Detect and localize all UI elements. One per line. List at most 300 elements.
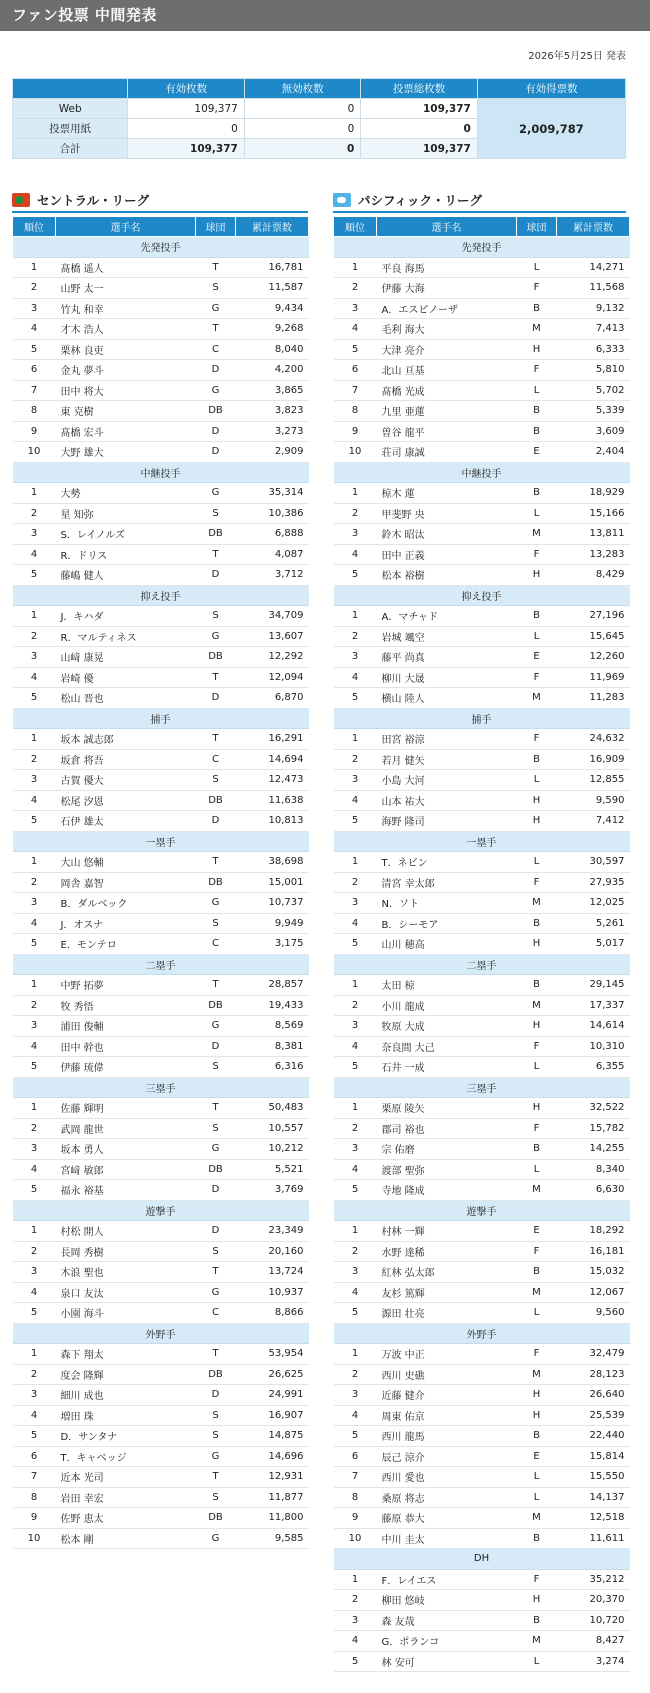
table-row: [334, 339, 630, 360]
player-votes: 10,386: [236, 503, 309, 524]
player-rank: 2: [334, 278, 377, 299]
player-name: 星 知弥: [56, 503, 196, 524]
table-row: [334, 1159, 630, 1180]
table-row: [334, 1426, 630, 1447]
table-row: [13, 749, 309, 770]
player-rank: 3: [334, 770, 377, 791]
player-votes: 9,949: [236, 913, 309, 934]
player-team: DB: [196, 647, 236, 668]
pacific-league-table: [333, 216, 630, 1672]
player-name: J．オスナ: [56, 913, 196, 934]
col-header-player: 選手名: [377, 217, 517, 237]
player-team: F: [517, 544, 557, 565]
player-name: 坂倉 将吾: [56, 749, 196, 770]
table-row: [13, 442, 309, 463]
player-name: 柳田 悠岐: [377, 1590, 517, 1611]
player-votes: 13,607: [236, 626, 309, 647]
player-team: D: [196, 1180, 236, 1201]
player-votes: 14,137: [557, 1487, 630, 1508]
player-name: 林 安可: [377, 1651, 517, 1672]
player-votes: 9,560: [557, 1303, 630, 1324]
table-row: [334, 1446, 630, 1467]
player-name: 山本 祐大: [377, 790, 517, 811]
player-votes: 14,694: [236, 749, 309, 770]
player-rank: 2: [13, 872, 56, 893]
position-label: 一塁手: [334, 831, 630, 852]
table-row: [13, 544, 309, 565]
player-name: 石井 一成: [377, 1057, 517, 1078]
player-team: S: [196, 1241, 236, 1262]
player-rank: 1: [334, 257, 377, 278]
player-votes: 8,429: [557, 565, 630, 586]
player-votes: 20,160: [236, 1241, 309, 1262]
player-name: 岩田 幸宏: [56, 1487, 196, 1508]
position-header-row: [13, 1200, 309, 1221]
player-team: S: [196, 1118, 236, 1139]
player-team: T: [196, 1098, 236, 1119]
table-row: [334, 1139, 630, 1160]
player-team: L: [517, 380, 557, 401]
player-votes: 11,611: [557, 1528, 630, 1549]
player-rank: 3: [13, 1139, 56, 1160]
player-rank: 3: [13, 1262, 56, 1283]
player-name: 小島 大河: [377, 770, 517, 791]
position-header-row: [334, 1549, 630, 1570]
player-rank: 1: [13, 852, 56, 873]
player-rank: 7: [334, 380, 377, 401]
player-rank: 5: [13, 565, 56, 586]
player-team: M: [517, 893, 557, 914]
player-votes: 2,404: [557, 442, 630, 463]
table-row: [13, 1241, 309, 1262]
table-row: [13, 934, 309, 955]
player-name: 西川 龍馬: [377, 1426, 517, 1447]
player-name: 平良 海馬: [377, 257, 517, 278]
player-votes: 12,931: [236, 1467, 309, 1488]
player-team: T: [196, 1344, 236, 1365]
summary-invalid: 0: [244, 139, 360, 159]
player-team: M: [517, 995, 557, 1016]
table-row: [334, 1180, 630, 1201]
table-row: [13, 1508, 309, 1529]
player-rank: 2: [334, 1364, 377, 1385]
table-row: [13, 995, 309, 1016]
player-name: 坂本 勇人: [56, 1139, 196, 1160]
table-row: [334, 503, 630, 524]
table-row: [334, 1610, 630, 1631]
table-row: [334, 1569, 630, 1590]
table-row: [13, 729, 309, 750]
table-row: [13, 626, 309, 647]
pacific-league-divider: [333, 211, 626, 213]
player-name: 近本 光司: [56, 1467, 196, 1488]
player-team: F: [517, 1036, 557, 1057]
player-votes: 38,698: [236, 852, 309, 873]
position-label: 外野手: [13, 1323, 309, 1344]
table-row: [334, 1528, 630, 1549]
central-league-table: [12, 216, 309, 1549]
player-votes: 27,196: [557, 606, 630, 627]
vote-summary-table: [12, 78, 626, 159]
player-votes: 15,001: [236, 872, 309, 893]
table-row: [334, 401, 630, 422]
table-row: [334, 1098, 630, 1119]
player-name: 田中 幹也: [56, 1036, 196, 1057]
player-team: H: [517, 1405, 557, 1426]
player-rank: 5: [13, 811, 56, 832]
player-rank: 5: [13, 934, 56, 955]
player-rank: 1: [13, 975, 56, 996]
player-name: 森 友哉: [377, 1610, 517, 1631]
player-rank: 4: [334, 1631, 377, 1652]
player-name: D．サンタナ: [56, 1426, 196, 1447]
player-name: 度会 隆輝: [56, 1364, 196, 1385]
player-team: F: [517, 729, 557, 750]
summary-invalid: 0: [244, 99, 360, 119]
player-rank: 3: [13, 893, 56, 914]
player-name: 周東 佑京: [377, 1405, 517, 1426]
player-votes: 6,888: [236, 524, 309, 545]
player-team: D: [196, 1036, 236, 1057]
table-row: [334, 811, 630, 832]
player-team: S: [196, 1426, 236, 1447]
player-team: S: [196, 278, 236, 299]
player-team: T: [196, 975, 236, 996]
player-name: 松尾 汐恩: [56, 790, 196, 811]
player-votes: 28,857: [236, 975, 309, 996]
table-row: [334, 1631, 630, 1652]
player-rank: 1: [334, 1098, 377, 1119]
table-row: [334, 1118, 630, 1139]
table-row: [13, 524, 309, 545]
player-votes: 18,292: [557, 1221, 630, 1242]
player-rank: 5: [334, 339, 377, 360]
table-row: [334, 852, 630, 873]
player-team: DB: [196, 401, 236, 422]
player-rank: 9: [334, 421, 377, 442]
position-header-row: [334, 708, 630, 729]
player-team: T: [196, 544, 236, 565]
player-rank: 4: [334, 667, 377, 688]
player-team: F: [517, 1241, 557, 1262]
player-rank: 8: [13, 401, 56, 422]
player-rank: 4: [13, 319, 56, 340]
player-votes: 14,875: [236, 1426, 309, 1447]
player-team: S: [196, 1405, 236, 1426]
player-votes: 3,609: [557, 421, 630, 442]
player-name: 宮﨑 敏郎: [56, 1159, 196, 1180]
player-team: DB: [196, 872, 236, 893]
player-votes: 26,640: [557, 1385, 630, 1406]
player-team: D: [196, 1221, 236, 1242]
table-row: [334, 1303, 630, 1324]
player-name: 栗林 良吏: [56, 339, 196, 360]
player-name: 友杉 篤輝: [377, 1282, 517, 1303]
col-header-votes: 累計票数: [557, 217, 630, 237]
player-name: 海野 隆司: [377, 811, 517, 832]
player-votes: 28,123: [557, 1364, 630, 1385]
col-header-rank: 順位: [13, 217, 56, 237]
table-row: [13, 975, 309, 996]
player-votes: 35,212: [557, 1569, 630, 1590]
player-name: 渡部 聖弥: [377, 1159, 517, 1180]
player-rank: 1: [334, 1344, 377, 1365]
table-row: [334, 770, 630, 791]
col-header-team: 球団: [196, 217, 236, 237]
player-team: H: [517, 790, 557, 811]
col-header-votes: 累計票数: [236, 217, 309, 237]
table-row: [13, 1118, 309, 1139]
table-row: [334, 1221, 630, 1242]
player-name: 福永 裕基: [56, 1180, 196, 1201]
player-name: 大野 雄大: [56, 442, 196, 463]
player-rank: 3: [334, 1016, 377, 1037]
player-votes: 15,550: [557, 1467, 630, 1488]
player-rank: 4: [13, 1405, 56, 1426]
player-votes: 6,316: [236, 1057, 309, 1078]
player-rank: 4: [334, 1159, 377, 1180]
summary-header-effective: 有効得票数: [477, 79, 625, 99]
player-votes: 34,709: [236, 606, 309, 627]
player-team: H: [517, 1016, 557, 1037]
player-team: M: [517, 1631, 557, 1652]
player-name: 牧 秀悟: [56, 995, 196, 1016]
player-team: L: [517, 1159, 557, 1180]
table-row: [13, 421, 309, 442]
summary-valid: 0: [128, 119, 244, 139]
pacific-league-heading: [333, 192, 626, 208]
player-team: F: [517, 872, 557, 893]
position-header-row: [334, 1077, 630, 1098]
player-rank: 7: [13, 1467, 56, 1488]
table-row: [334, 1405, 630, 1426]
player-team: B: [517, 749, 557, 770]
player-votes: 11,877: [236, 1487, 309, 1508]
player-name: 大勢: [56, 483, 196, 504]
table-row: [13, 667, 309, 688]
player-rank: 4: [13, 544, 56, 565]
player-team: S: [196, 606, 236, 627]
table-row: [13, 278, 309, 299]
player-votes: 10,212: [236, 1139, 309, 1160]
player-rank: 2: [334, 503, 377, 524]
player-votes: 16,291: [236, 729, 309, 750]
player-team: G: [196, 1139, 236, 1160]
player-votes: 8,569: [236, 1016, 309, 1037]
player-rank: 5: [13, 339, 56, 360]
player-votes: 12,518: [557, 1508, 630, 1529]
player-team: D: [196, 421, 236, 442]
player-rank: 1: [334, 1569, 377, 1590]
player-rank: 2: [334, 626, 377, 647]
player-team: D: [196, 811, 236, 832]
player-name: N．ソト: [377, 893, 517, 914]
player-rank: 5: [334, 1303, 377, 1324]
player-rank: 3: [13, 1016, 56, 1037]
position-header-row: [334, 831, 630, 852]
player-team: F: [517, 1118, 557, 1139]
summary-row-label: Web: [13, 99, 128, 119]
table-row: [334, 421, 630, 442]
table-row: [334, 1282, 630, 1303]
table-row: [13, 852, 309, 873]
central-league-divider: [12, 211, 308, 213]
player-team: M: [517, 1282, 557, 1303]
player-votes: 8,340: [557, 1159, 630, 1180]
player-rank: 3: [334, 647, 377, 668]
player-votes: 10,737: [236, 893, 309, 914]
table-row: [13, 319, 309, 340]
player-team: L: [517, 770, 557, 791]
player-rank: 8: [334, 1487, 377, 1508]
player-name: 佐藤 輝明: [56, 1098, 196, 1119]
player-name: 九里 亜蓮: [377, 401, 517, 422]
player-team: C: [196, 934, 236, 955]
player-votes: 14,696: [236, 1446, 309, 1467]
table-row: [334, 1651, 630, 1672]
table-row: [13, 360, 309, 381]
player-team: M: [517, 1180, 557, 1201]
player-rank: 6: [334, 360, 377, 381]
player-votes: 15,782: [557, 1118, 630, 1139]
player-name: 岩崎 優: [56, 667, 196, 688]
player-votes: 4,087: [236, 544, 309, 565]
summary-row-label: 合計: [13, 139, 128, 159]
table-row: [334, 729, 630, 750]
player-name: 小園 海斗: [56, 1303, 196, 1324]
player-name: 水野 達稀: [377, 1241, 517, 1262]
player-votes: 5,521: [236, 1159, 309, 1180]
player-votes: 9,132: [557, 298, 630, 319]
player-team: S: [196, 1487, 236, 1508]
player-team: G: [196, 1528, 236, 1549]
table-row: [13, 1303, 309, 1324]
player-team: G: [196, 1016, 236, 1037]
table-row: [334, 1057, 630, 1078]
player-rank: 3: [334, 893, 377, 914]
player-votes: 3,273: [236, 421, 309, 442]
player-votes: 16,907: [236, 1405, 309, 1426]
player-votes: 11,638: [236, 790, 309, 811]
player-votes: 7,412: [557, 811, 630, 832]
player-votes: 10,557: [236, 1118, 309, 1139]
table-row: [13, 1282, 309, 1303]
player-rank: 7: [13, 380, 56, 401]
player-name: 万波 中正: [377, 1344, 517, 1365]
summary-valid: 109,377: [128, 139, 244, 159]
pacific-league-section: [333, 192, 626, 1672]
player-rank: 5: [334, 811, 377, 832]
player-team: L: [517, 1467, 557, 1488]
player-team: D: [196, 565, 236, 586]
player-votes: 29,145: [557, 975, 630, 996]
table-row: [13, 565, 309, 586]
player-team: B: [517, 401, 557, 422]
table-row: [13, 1426, 309, 1447]
player-rank: 2: [13, 626, 56, 647]
player-name: 藤嶋 健人: [56, 565, 196, 586]
table-row: [334, 524, 630, 545]
player-rank: 4: [13, 667, 56, 688]
player-rank: 2: [334, 1241, 377, 1262]
player-votes: 3,175: [236, 934, 309, 955]
player-team: T: [196, 257, 236, 278]
player-votes: 6,355: [557, 1057, 630, 1078]
player-rank: 4: [13, 1282, 56, 1303]
player-team: G: [196, 298, 236, 319]
player-name: 鈴木 昭汰: [377, 524, 517, 545]
player-team: T: [196, 1262, 236, 1283]
player-name: 紅林 弘太郎: [377, 1262, 517, 1283]
player-name: J．キハダ: [56, 606, 196, 627]
player-name: 寺地 隆成: [377, 1180, 517, 1201]
table-row: [334, 913, 630, 934]
player-rank: 2: [334, 995, 377, 1016]
player-rank: 2: [334, 1590, 377, 1611]
player-rank: 1: [334, 729, 377, 750]
player-name: 竹丸 和幸: [56, 298, 196, 319]
player-name: 曽谷 龍平: [377, 421, 517, 442]
player-name: 細川 成也: [56, 1385, 196, 1406]
player-votes: 7,413: [557, 319, 630, 340]
effective-votes: 2,009,787: [477, 99, 625, 159]
table-row: [13, 1180, 309, 1201]
player-rank: 1: [13, 729, 56, 750]
player-team: D: [196, 1385, 236, 1406]
central-league-title: セントラル・リーグ: [37, 193, 150, 208]
player-team: L: [517, 1057, 557, 1078]
player-name: 辰己 涼介: [377, 1446, 517, 1467]
position-label: 一塁手: [13, 831, 309, 852]
position-header-row: [13, 1323, 309, 1344]
player-name: 柳川 大晟: [377, 667, 517, 688]
player-name: 伊藤 琉偉: [56, 1057, 196, 1078]
player-team: M: [517, 688, 557, 709]
table-row: [13, 872, 309, 893]
player-name: 山野 太一: [56, 278, 196, 299]
player-votes: 35,314: [236, 483, 309, 504]
player-team: C: [196, 339, 236, 360]
player-team: H: [517, 565, 557, 586]
player-name: B．シーモア: [377, 913, 517, 934]
player-team: M: [517, 1508, 557, 1529]
player-name: 小川 龍成: [377, 995, 517, 1016]
player-rank: 6: [334, 1446, 377, 1467]
player-rank: 6: [13, 1446, 56, 1467]
player-votes: 12,855: [557, 770, 630, 791]
player-rank: 3: [334, 1139, 377, 1160]
player-team: DB: [196, 524, 236, 545]
player-team: B: [517, 1426, 557, 1447]
player-team: M: [517, 524, 557, 545]
page-title: ファン投票 中間発表: [12, 6, 157, 24]
table-row: [334, 790, 630, 811]
player-rank: 10: [334, 442, 377, 463]
player-rank: 5: [13, 1426, 56, 1447]
table-row: [334, 1385, 630, 1406]
player-rank: 5: [13, 1057, 56, 1078]
player-name: 佐野 恵太: [56, 1508, 196, 1529]
table-row: [334, 749, 630, 770]
player-name: 奈良間 大己: [377, 1036, 517, 1057]
player-name: 山川 穂高: [377, 934, 517, 955]
summary-row-label: 投票用紙: [13, 119, 128, 139]
player-votes: 15,814: [557, 1446, 630, 1467]
player-name: 髙橋 光成: [377, 380, 517, 401]
table-row: [334, 1344, 630, 1365]
player-name: 山﨑 康晃: [56, 647, 196, 668]
player-team: B: [517, 298, 557, 319]
